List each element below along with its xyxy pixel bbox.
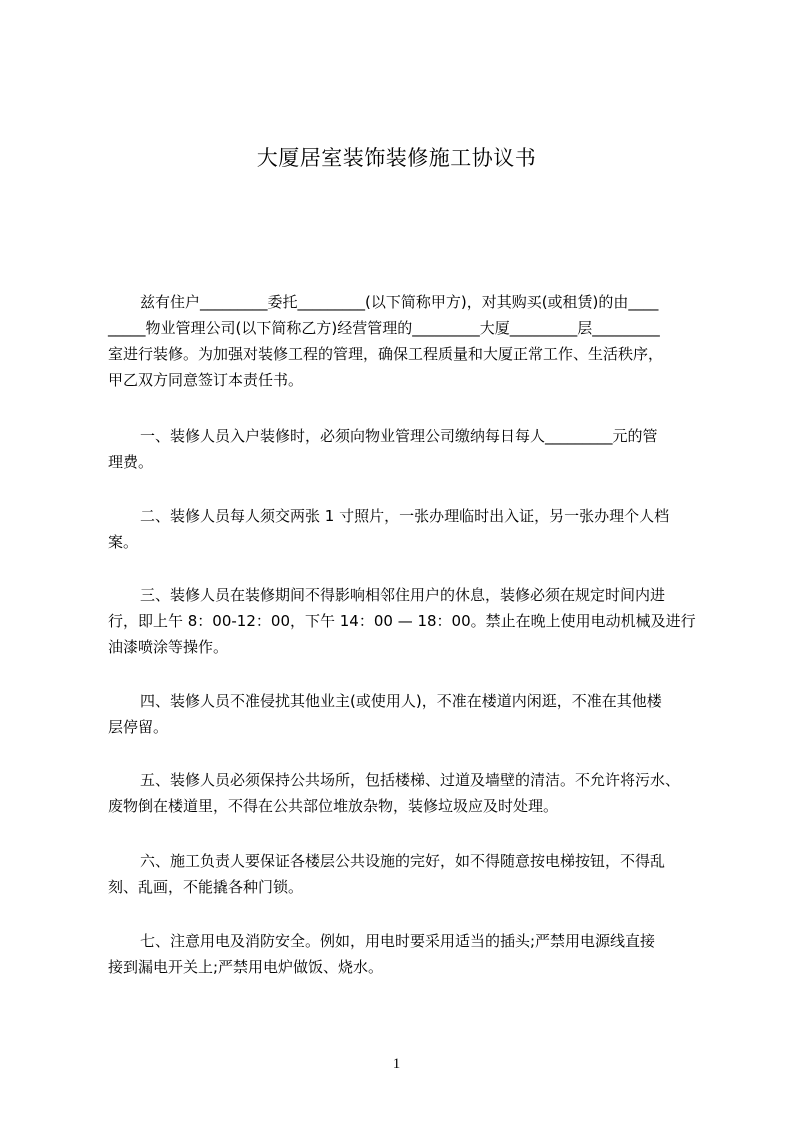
clause-4-line-1: 四、装修人员不准侵扰其他业主(或使用人)，不准在楼道内闲逛，不准在其他楼 (140, 692, 662, 710)
clause-3 (108, 582, 708, 660)
clause-2 (108, 503, 708, 555)
clause-5 (108, 767, 708, 819)
clause-4-line-2: 层停留。 (108, 718, 169, 736)
clause-6-line-2: 刻、乱画，不能撬各种门锁。 (108, 878, 304, 896)
intro-paragraph (108, 289, 708, 393)
clause-6-line-1: 六、施工负责人要保证各楼层公共设施的完好，如不得随意按电梯按钮，不得乱 (140, 852, 666, 870)
clause-3-line-3: 油漆喷涂等操作。 (108, 638, 229, 656)
clause-5-line-1: 五、装修人员必须保持公共场所，包括楼梯、过道及墙壁的清洁。不允许将污水、 (140, 771, 681, 789)
clause-7-line-1: 七、注意用电及消防安全。例如，用电时要采用适当的插头;严禁用电源线直接 (140, 932, 656, 950)
clause-7 (108, 928, 708, 980)
clause-5-line-2: 废物倒在楼道里，不得在公共部位堆放杂物，装修垃圾应及时处理。 (108, 797, 559, 815)
clause-2-line-1: 二、装修人员每人须交两张 1 寸照片，一张办理临时出入证，另一张办理个人档 (140, 507, 670, 525)
intro-line-2: _____物业管理公司(以下简称乙方)经营管理的_________大厦_________层_________ (108, 319, 660, 337)
intro-line-1: 兹有住户_________委托_________(以下简称甲方)，对其购买(或租赁)的由____ (140, 293, 659, 311)
clause-1-line-1: 一、装修人员入户装修时，必须向物业管理公司缴纳每日每人_________元的管 (140, 427, 658, 445)
page-number: 1 (392, 1056, 401, 1072)
clause-7-line-2: 接到漏电开关上;严禁用电炉做饭、烧水。 (108, 958, 384, 976)
clause-6 (108, 848, 708, 900)
clause-1 (108, 423, 708, 475)
clause-3-line-1: 三、装修人员在装修期间不得影响相邻住用户的休息，装修必须在规定时间内进 (140, 586, 666, 604)
clause-2-line-2: 案。 (108, 533, 139, 551)
document-title: 大厦居室装饰装修施工协议书 (256, 146, 537, 170)
clause-3-line-2: 行，即上午 8：00-12：00，下午 14：00 — 18：00。禁止在晚上使用电动机械及进行 (108, 612, 696, 630)
clause-1-line-2: 理费。 (108, 453, 154, 471)
intro-line-4: 甲乙双方同意签订本责任书。 (108, 371, 304, 389)
intro-line-3: 室进行装修。为加强对装修工程的管理，确保工程质量和大厦正常工作、生活秩序， (108, 345, 664, 363)
clause-4 (108, 688, 708, 740)
